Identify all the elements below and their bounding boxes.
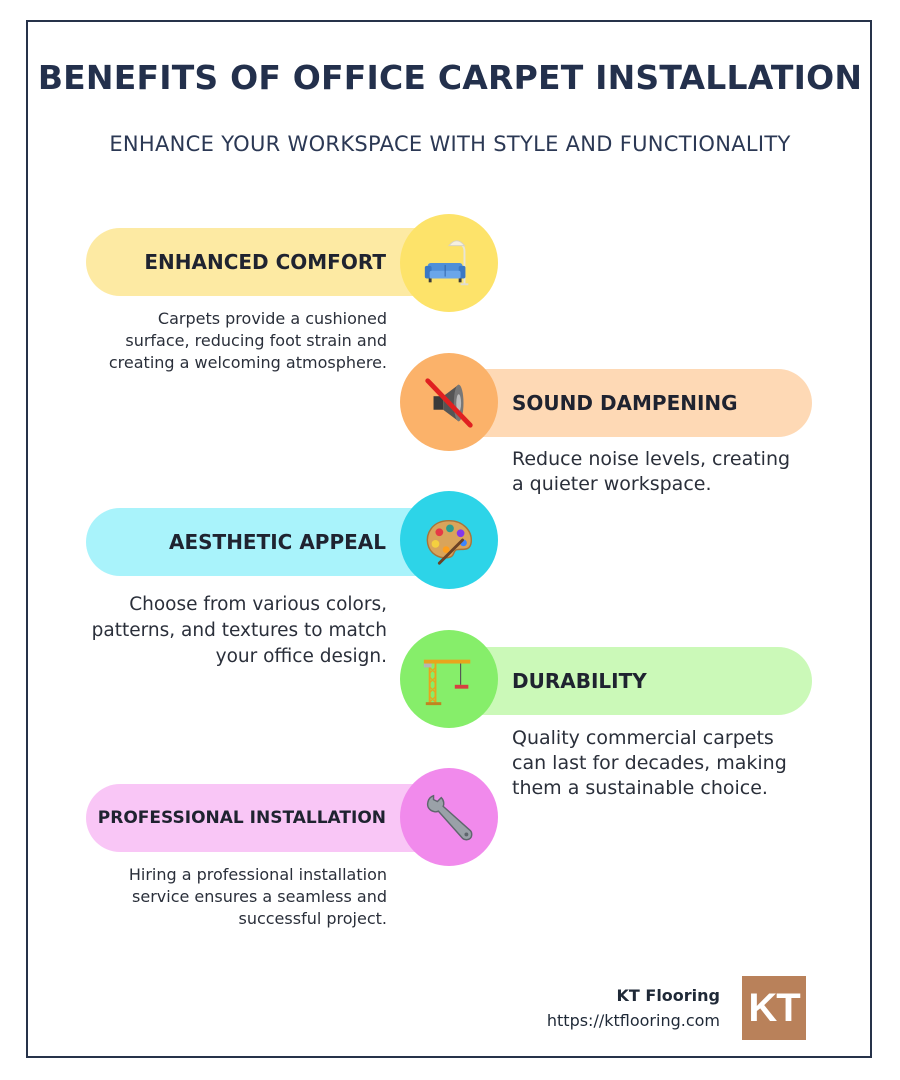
benefit-description: Choose from various colors, patterns, and textures to match your office design. (91, 594, 387, 667)
benefit-icon-circle (400, 491, 498, 589)
wrench-icon (420, 788, 478, 846)
muted-speaker-icon (420, 373, 478, 431)
benefit-description: Hiring a professional installation service ensures a seamless and successful project. (128, 865, 387, 928)
brand-url-link[interactable]: https://ktflooring.com (546, 1011, 720, 1030)
brand-name: KT Flooring (616, 986, 720, 1005)
benefit-pill-professional-installation (86, 784, 454, 852)
benefit-title: DURABILITY (512, 669, 647, 693)
page-subtitle: ENHANCE YOUR WORKSPACE WITH STYLE AND FUNCTIONALITY (109, 132, 791, 156)
benefit-pill-aesthetic-appeal (86, 508, 454, 576)
kt-logo: KT (742, 976, 806, 1040)
benefit-title: PROFESSIONAL INSTALLATION (97, 808, 386, 828)
page-title: BENEFITS OF OFFICE CARPET INSTALLATION (37, 58, 863, 97)
benefit-pill-sound-dampening (444, 369, 812, 437)
benefit-description: Quality commercial carpets can last for decades, making them a sustainable choice. (512, 727, 787, 799)
benefit-icon-circle (400, 630, 498, 728)
benefit-pill-enhanced-comfort (86, 228, 454, 296)
artist-palette-icon (420, 511, 478, 569)
benefit-description: Carpets provide a cushioned surface, reducing foot strain and creating a welcoming atmosphere. (108, 309, 387, 372)
construction-crane-icon (420, 650, 478, 708)
benefit-title: SOUND DAMPENING (512, 391, 738, 415)
couch-and-lamp-icon (420, 234, 478, 292)
benefit-description: Reduce noise levels, creating a quieter workspace. (512, 448, 791, 495)
benefit-title: AESTHETIC APPEAL (169, 530, 386, 554)
benefit-icon-circle (400, 768, 498, 866)
benefit-title: ENHANCED COMFORT (144, 250, 386, 274)
benefit-icon-circle (400, 214, 498, 312)
benefit-pill-durability (444, 647, 812, 715)
benefit-icon-circle (400, 353, 498, 451)
